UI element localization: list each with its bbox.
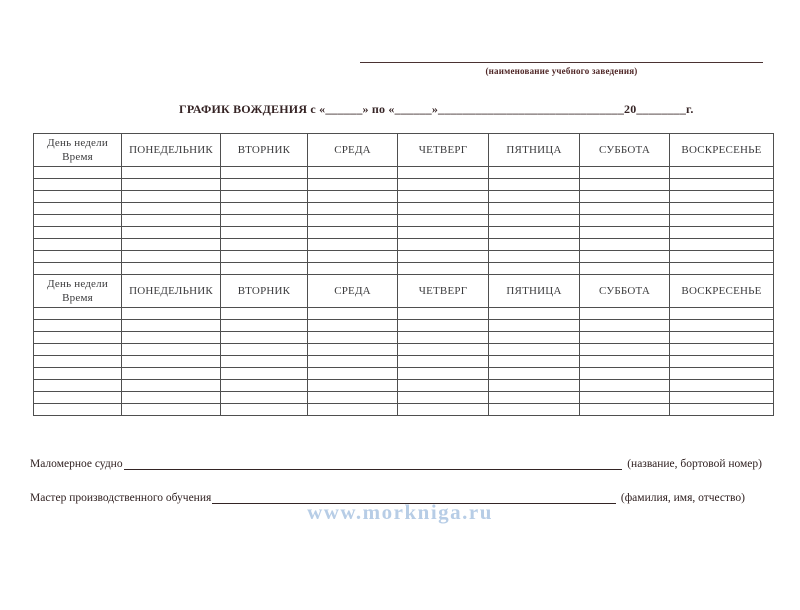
schedule-empty-cell <box>221 203 308 215</box>
schedule-empty-cell <box>670 320 774 332</box>
schedule-empty-cell <box>221 215 308 227</box>
day-header-friday: ПЯТНИЦА <box>489 134 580 167</box>
schedule-empty-cell <box>398 380 489 392</box>
day-header-wednesday: СРЕДА <box>308 134 398 167</box>
document-title-dates: с «______» по «______»______________________________20________г. <box>307 102 694 116</box>
vessel-blank-line <box>124 455 623 470</box>
schedule-empty-cell <box>34 404 122 416</box>
schedule-empty-cell <box>34 215 122 227</box>
schedule-empty-cell <box>122 404 221 416</box>
corner-line-2: Время <box>62 292 93 304</box>
schedule-empty-cell <box>34 320 122 332</box>
schedule-empty-cell <box>308 332 398 344</box>
schedule-empty-cell <box>308 392 398 404</box>
schedule-empty-cell <box>398 404 489 416</box>
watermark-text: www.morkniga.ru <box>307 500 493 524</box>
schedule-empty-cell <box>308 320 398 332</box>
schedule-empty-cell <box>670 263 774 275</box>
schedule-empty-cell <box>580 263 670 275</box>
schedule-empty-cell <box>489 368 580 380</box>
schedule-empty-cell <box>580 215 670 227</box>
schedule-empty-cell <box>580 308 670 320</box>
driving-schedule-table <box>33 133 774 416</box>
institution-name-blank-line <box>360 45 763 63</box>
schedule-empty-cell <box>489 203 580 215</box>
schedule-empty-cell <box>670 203 774 215</box>
schedule-empty-row <box>34 332 774 344</box>
schedule-empty-cell <box>580 251 670 263</box>
schedule-empty-cell <box>580 320 670 332</box>
schedule-empty-cell <box>122 392 221 404</box>
schedule-empty-cell <box>221 392 308 404</box>
schedule-empty-cell <box>122 251 221 263</box>
master-line <box>30 489 745 504</box>
schedule-empty-cell <box>221 368 308 380</box>
schedule-empty-cell <box>580 179 670 191</box>
schedule-empty-row <box>34 251 774 263</box>
schedule-empty-cell <box>308 263 398 275</box>
schedule-empty-cell <box>122 344 221 356</box>
schedule-empty-cell <box>308 404 398 416</box>
schedule-empty-cell <box>221 239 308 251</box>
day-header-saturday: СУББОТА <box>580 275 670 308</box>
day-header-tuesday: ВТОРНИК <box>221 134 308 167</box>
schedule-empty-cell <box>308 203 398 215</box>
schedule-empty-cell <box>670 332 774 344</box>
schedule-empty-cell <box>489 263 580 275</box>
schedule-empty-row <box>34 404 774 416</box>
schedule-empty-cell <box>670 368 774 380</box>
schedule-empty-cell <box>122 167 221 179</box>
schedule-empty-cell <box>398 227 489 239</box>
schedule-empty-cell <box>398 215 489 227</box>
schedule-empty-cell <box>122 308 221 320</box>
schedule-empty-cell <box>670 356 774 368</box>
schedule-empty-cell <box>580 344 670 356</box>
corner-line-1: День недели <box>47 136 108 149</box>
schedule-empty-cell <box>308 356 398 368</box>
schedule-empty-cell <box>308 308 398 320</box>
schedule-empty-cell <box>489 380 580 392</box>
schedule-empty-row <box>34 320 774 332</box>
schedule-empty-cell <box>308 179 398 191</box>
schedule-empty-cell <box>398 239 489 251</box>
schedule-empty-cell <box>308 215 398 227</box>
schedule-empty-cell <box>34 263 122 275</box>
schedule-empty-cell <box>34 356 122 368</box>
schedule-empty-cell <box>580 167 670 179</box>
schedule-empty-cell <box>34 179 122 191</box>
schedule-empty-cell <box>221 167 308 179</box>
schedule-empty-cell <box>398 344 489 356</box>
schedule-empty-cell <box>580 404 670 416</box>
schedule-empty-cell <box>398 308 489 320</box>
schedule-empty-cell <box>122 332 221 344</box>
schedule-section-1 <box>34 134 774 275</box>
schedule-empty-cell <box>580 191 670 203</box>
schedule-empty-cell <box>221 251 308 263</box>
schedule-empty-cell <box>580 239 670 251</box>
schedule-empty-cell <box>122 239 221 251</box>
schedule-empty-cell <box>122 380 221 392</box>
schedule-empty-cell <box>489 215 580 227</box>
schedule-empty-cell <box>670 167 774 179</box>
schedule-empty-row <box>34 203 774 215</box>
schedule-empty-row <box>34 380 774 392</box>
schedule-empty-cell <box>221 320 308 332</box>
document-title-text: ГРАФИК ВОЖДЕНИЯ <box>179 102 308 116</box>
schedule-empty-cell <box>489 239 580 251</box>
day-header-tuesday: ВТОРНИК <box>221 275 308 308</box>
schedule-empty-cell <box>122 179 221 191</box>
schedule-empty-cell <box>221 332 308 344</box>
schedule-empty-cell <box>398 251 489 263</box>
schedule-empty-cell <box>670 179 774 191</box>
schedule-empty-cell <box>398 332 489 344</box>
schedule-section-2 <box>34 275 774 416</box>
schedule-empty-cell <box>398 368 489 380</box>
corner-cell <box>34 275 122 308</box>
corner-line-2: Время <box>62 151 93 163</box>
schedule-empty-row <box>34 239 774 251</box>
schedule-empty-row <box>34 356 774 368</box>
schedule-empty-cell <box>670 392 774 404</box>
schedule-empty-cell <box>221 356 308 368</box>
schedule-empty-cell <box>34 227 122 239</box>
schedule-empty-cell <box>122 368 221 380</box>
schedule-empty-row <box>34 179 774 191</box>
schedule-empty-cell <box>122 215 221 227</box>
schedule-empty-cell <box>489 356 580 368</box>
schedule-empty-cell <box>670 251 774 263</box>
schedule-empty-cell <box>489 344 580 356</box>
day-header-thursday: ЧЕТВЕРГ <box>398 134 489 167</box>
schedule-empty-row <box>34 344 774 356</box>
day-header-saturday: СУББОТА <box>580 134 670 167</box>
schedule-empty-cell <box>221 263 308 275</box>
schedule-empty-cell <box>221 308 308 320</box>
schedule-empty-cell <box>308 380 398 392</box>
schedule-header-row-2 <box>34 275 774 308</box>
institution-name-caption: (наименование учебного заведения) <box>485 66 638 76</box>
day-header-sunday: ВОСКРЕСЕНЬЕ <box>670 275 774 308</box>
schedule-empty-cell <box>34 380 122 392</box>
schedule-empty-cell <box>580 356 670 368</box>
schedule-empty-cell <box>670 227 774 239</box>
schedule-empty-cell <box>122 356 221 368</box>
schedule-empty-row <box>34 368 774 380</box>
schedule-empty-cell <box>489 191 580 203</box>
day-header-thursday: ЧЕТВЕРГ <box>398 275 489 308</box>
schedule-empty-cell <box>489 308 580 320</box>
schedule-empty-cell <box>489 320 580 332</box>
day-header-wednesday: СРЕДА <box>308 275 398 308</box>
schedule-empty-cell <box>308 191 398 203</box>
schedule-empty-cell <box>670 344 774 356</box>
schedule-empty-cell <box>670 404 774 416</box>
day-header-friday: ПЯТНИЦА <box>489 275 580 308</box>
schedule-empty-cell <box>489 167 580 179</box>
schedule-empty-cell <box>308 251 398 263</box>
schedule-empty-row <box>34 227 774 239</box>
schedule-empty-cell <box>122 320 221 332</box>
schedule-empty-cell <box>122 227 221 239</box>
schedule-empty-cell <box>34 251 122 263</box>
schedule-empty-cell <box>34 203 122 215</box>
schedule-empty-cell <box>398 263 489 275</box>
schedule-empty-cell <box>398 167 489 179</box>
corner-cell <box>34 134 122 167</box>
schedule-empty-cell <box>34 332 122 344</box>
schedule-empty-cell <box>308 227 398 239</box>
vessel-label: Маломерное судно <box>30 458 123 470</box>
schedule-empty-cell <box>221 191 308 203</box>
schedule-empty-cell <box>34 392 122 404</box>
schedule-empty-cell <box>489 227 580 239</box>
schedule-empty-cell <box>34 368 122 380</box>
schedule-empty-cell <box>580 332 670 344</box>
document-title <box>179 102 694 117</box>
schedule-empty-cell <box>398 392 489 404</box>
schedule-empty-cell <box>670 215 774 227</box>
schedule-empty-cell <box>670 308 774 320</box>
schedule-header-row-1 <box>34 134 774 167</box>
vessel-hint: (название, бортовой номер) <box>627 458 762 470</box>
schedule-empty-cell <box>308 167 398 179</box>
schedule-empty-cell <box>398 356 489 368</box>
schedule-empty-row <box>34 263 774 275</box>
schedule-empty-cell <box>308 344 398 356</box>
schedule-empty-cell <box>34 239 122 251</box>
schedule-empty-cell <box>221 227 308 239</box>
schedule-empty-cell <box>308 368 398 380</box>
schedule-empty-cell <box>489 251 580 263</box>
master-hint: (фамилия, имя, отчество) <box>620 492 745 504</box>
schedule-empty-cell <box>34 167 122 179</box>
schedule-empty-row <box>34 215 774 227</box>
schedule-empty-cell <box>308 239 398 251</box>
schedule-empty-cell <box>221 380 308 392</box>
schedule-empty-cell <box>580 203 670 215</box>
schedule-empty-cell <box>398 203 489 215</box>
schedule-empty-cell <box>489 179 580 191</box>
schedule-empty-cell <box>221 179 308 191</box>
schedule-empty-cell <box>34 308 122 320</box>
schedule-empty-cell <box>398 179 489 191</box>
schedule-empty-cell <box>221 344 308 356</box>
schedule-empty-cell <box>670 380 774 392</box>
schedule-empty-cell <box>122 191 221 203</box>
schedule-empty-cell <box>489 332 580 344</box>
schedule-empty-cell <box>580 380 670 392</box>
schedule-empty-row <box>34 167 774 179</box>
corner-line-1: День недели <box>47 277 108 290</box>
schedule-empty-cell <box>122 263 221 275</box>
schedule-empty-cell <box>670 191 774 203</box>
schedule-empty-cell <box>221 404 308 416</box>
schedule-empty-row <box>34 308 774 320</box>
schedule-empty-cell <box>398 320 489 332</box>
schedule-empty-cell <box>34 344 122 356</box>
schedule-empty-cell <box>670 239 774 251</box>
schedule-empty-row <box>34 191 774 203</box>
schedule-empty-cell <box>489 392 580 404</box>
schedule-empty-row <box>34 392 774 404</box>
schedule-empty-cell <box>398 191 489 203</box>
day-header-monday: ПОНЕДЕЛЬНИК <box>122 134 221 167</box>
vessel-line <box>30 455 762 470</box>
schedule-empty-cell <box>580 368 670 380</box>
schedule-empty-cell <box>580 227 670 239</box>
day-header-sunday: ВОСКРЕСЕНЬЕ <box>670 134 774 167</box>
master-label: Мастер производственного обучения <box>30 492 212 504</box>
schedule-empty-cell <box>580 392 670 404</box>
day-header-monday: ПОНЕДЕЛЬНИК <box>122 275 221 308</box>
master-blank-line <box>212 489 616 504</box>
schedule-empty-cell <box>122 203 221 215</box>
schedule-empty-cell <box>34 191 122 203</box>
schedule-empty-cell <box>489 404 580 416</box>
